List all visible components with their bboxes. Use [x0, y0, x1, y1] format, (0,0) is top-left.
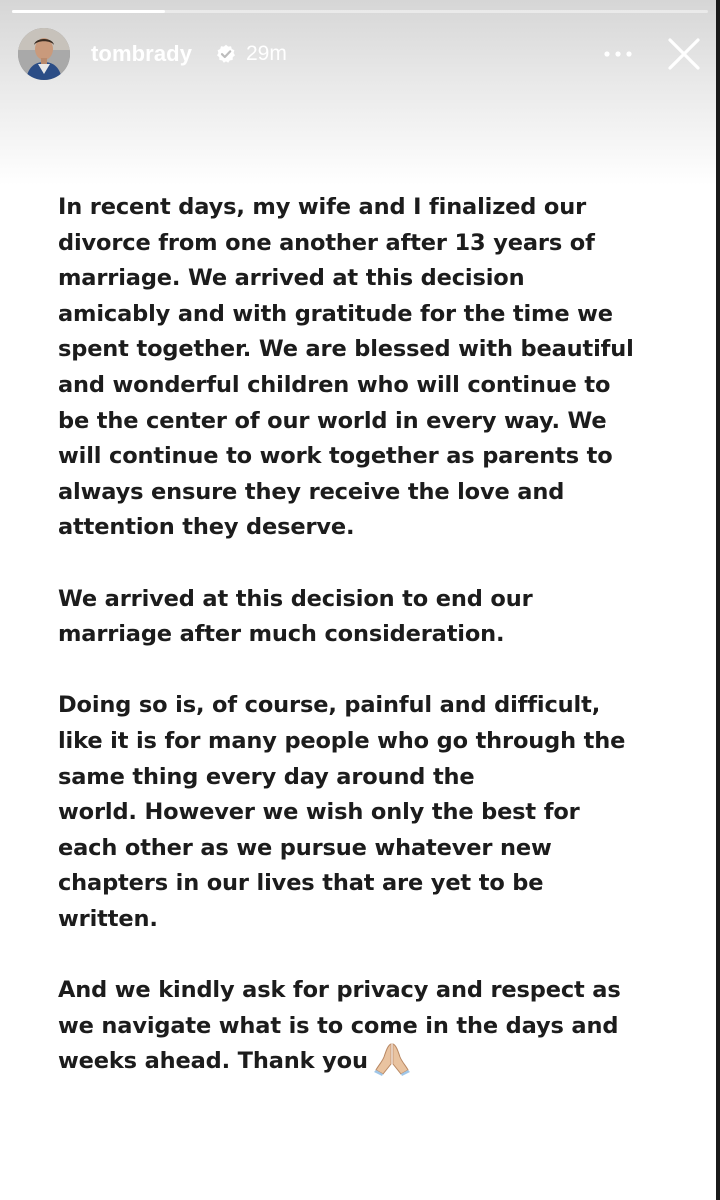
- paragraph-gap: [58, 546, 678, 582]
- message-paragraph: [58, 973, 678, 1080]
- message-line: chapters in our lives that are yet to be: [58, 870, 544, 897]
- message-line: marriage after much consideration.: [58, 621, 505, 648]
- message-line: written.: [58, 905, 158, 932]
- message-line: And we kindly ask for privacy and respect as: [58, 977, 621, 1004]
- message-line: each other as we pursue whatever new: [58, 834, 552, 861]
- message-line: attention they deserve.: [58, 514, 355, 541]
- message-line: we navigate what is to come in the days and: [58, 1012, 619, 1039]
- avatar-image: [18, 28, 70, 80]
- message-line: be the center of our world in every way. We: [58, 407, 607, 434]
- paragraph-gap: [58, 937, 678, 973]
- message-line: like it is for many people who go through the: [58, 727, 626, 754]
- message-line: divorce from one another after 13 years of: [58, 229, 595, 256]
- message-paragraph: [58, 190, 678, 546]
- message-line: In recent days, my wife and I finalized our: [58, 194, 587, 220]
- message-line: We arrived at this decision to end our: [58, 585, 533, 612]
- message-line: weeks ahead. Thank you: [58, 1048, 368, 1075]
- story-text: [58, 190, 678, 1080]
- message-line: will continue to work together as parents to: [58, 443, 613, 470]
- message-line: and wonderful children who will continue to: [58, 371, 611, 398]
- more-options-icon[interactable]: [601, 40, 635, 68]
- message-line: Doing so is, of course, painful and difficult,: [58, 692, 601, 719]
- avatar[interactable]: [18, 28, 70, 80]
- story-progress-fill: [12, 10, 165, 13]
- paragraph-gap: [58, 653, 678, 689]
- folded-hands-emoji: [374, 1042, 410, 1076]
- story-progress-bar: [12, 10, 708, 13]
- story-timestamp: 29m: [246, 42, 287, 65]
- message-line: same thing every day around the: [58, 763, 475, 790]
- screen-edge: [716, 0, 720, 1200]
- message-paragraph: [58, 688, 678, 937]
- message-line: spent together. We are blessed with beautiful: [58, 336, 634, 363]
- username[interactable]: tombrady: [91, 41, 193, 66]
- close-icon[interactable]: [666, 36, 702, 72]
- message-line: marriage. We arrived at this decision: [58, 265, 525, 292]
- top-gradient: [0, 0, 720, 185]
- verified-badge-icon: [216, 44, 236, 64]
- message-line: amicably and with gratitude for the time we: [58, 300, 613, 327]
- message-paragraph: [58, 582, 678, 653]
- message-line-final: [58, 1044, 678, 1080]
- message-line: always ensure they receive the love and: [58, 478, 565, 505]
- message-line: world. However we wish only the best for: [58, 799, 580, 826]
